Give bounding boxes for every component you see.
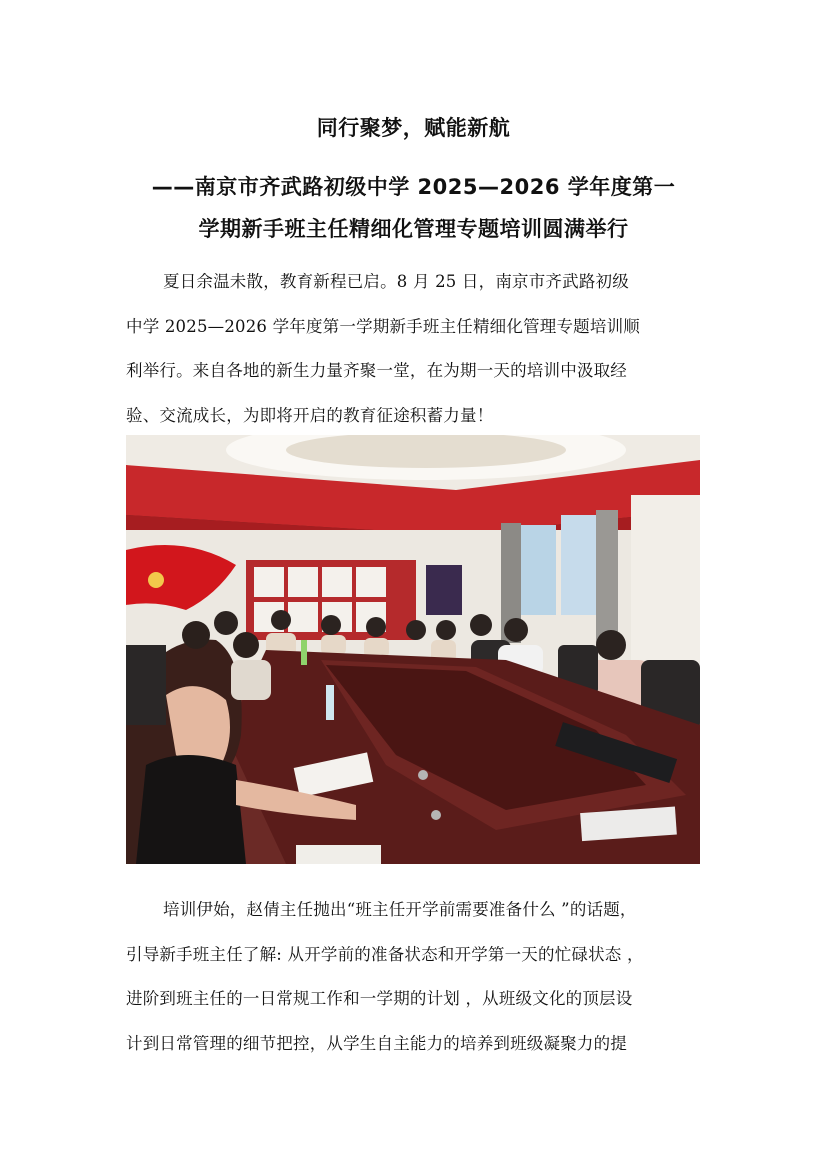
main-title: 同行聚梦，赋能新航 bbox=[316, 116, 511, 140]
paragraph-line: 培训伊始，赵倩主任抛出“班主任开学前需要准备什么 ”的话题， bbox=[163, 900, 637, 919]
paragraph-line: 验、交流成长，为即将开启的教育征途积蓄力量！ bbox=[126, 405, 494, 425]
paragraph-line: 引导新手班主任了解: 从开学前的准备状态和开学第一天的忙碌状态 ， bbox=[126, 944, 644, 964]
subtitle-line-2: 学期新手班主任精细化管理专题培训圆满举行 bbox=[198, 217, 629, 241]
subtitle-line-1: ——南京市齐武路初级中学 2025—2026 学年度第一 bbox=[151, 175, 676, 199]
training-meeting-photo bbox=[126, 435, 700, 864]
paragraph-line: 计到日常管理的细节把控，从学生自主能力的培养到班级凝聚力的提 bbox=[126, 1033, 627, 1053]
paragraph-line: 进阶到班主任的一日常规工作和一学期的计划 ，从班级文化的顶层设 bbox=[126, 989, 633, 1008]
paragraph-line: 中学 2025—2026 学年度第一学期新手班主任精细化管理专题培训顺 bbox=[126, 316, 640, 336]
paragraph-line: 利举行。来自各地的新生力量齐聚一堂，在为期一天的培训中汲取经 bbox=[126, 361, 627, 380]
paragraph-body bbox=[126, 888, 711, 1066]
paragraph-intro bbox=[126, 260, 711, 438]
paragraph-line: 夏日余温未散，教育新程已启。8 月 25 日，南京市齐武路初级 bbox=[163, 272, 629, 291]
